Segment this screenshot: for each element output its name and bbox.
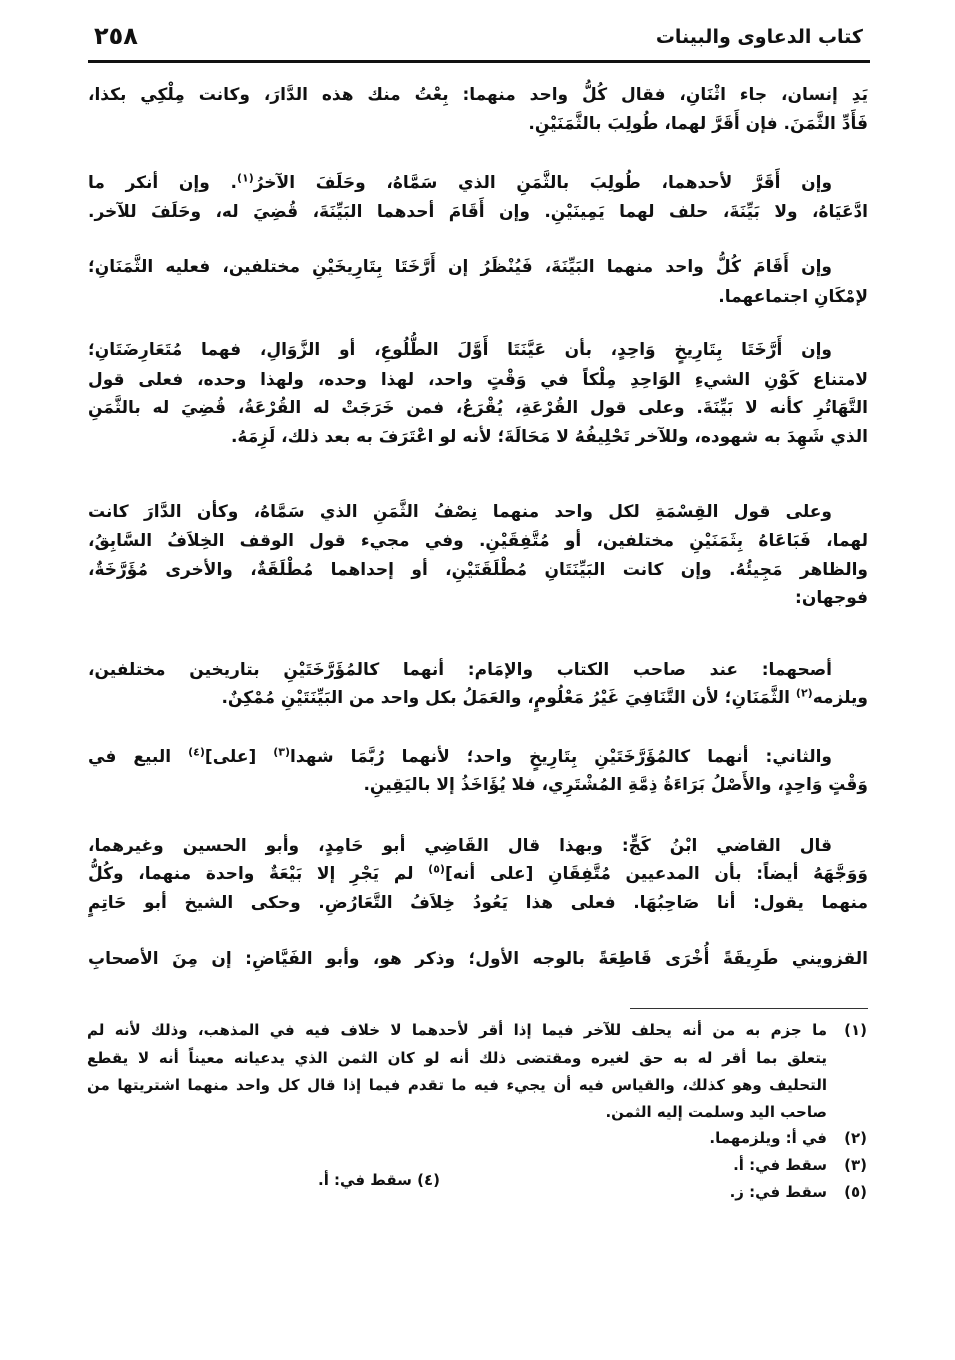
text-line: التَّهَاتُرِ كأنه لا بَيِّنَةَ. وعلى قول القُرْعَةِ، يُقْرَعُ، فمن خَرَجَتْ له القُرْعَةُ، قُضِيَ له بالثَّمَنِ bbox=[88, 398, 868, 418]
text-line bbox=[88, 170, 868, 196]
text-line bbox=[88, 861, 868, 887]
footnote-line: يتعلق بما أقر له به حق لغيره ومقتضى ذلك أنه لو كان الثمن الذي يدعيانه معيناً أنه لا يقطع bbox=[87, 1049, 827, 1067]
footnote-ref[interactable]: (٤) bbox=[188, 745, 205, 759]
footnote-text: في أ: ويلزمهما. bbox=[709, 1129, 827, 1147]
text-segment: أنهما كالمُؤَرَّخَتَيْنِ بِتَارِيخٍ واحد؛ لأنهما رُبَّمَا شهدا bbox=[290, 747, 766, 767]
text-line bbox=[88, 657, 868, 683]
text-line: القزويني طَرِيقَةً أُخْرَى قَاطِعَةً بالوجه الأول؛ وذكر هو، وأبو الفَيَّاضِ: إن مِنَ الأصحابِ bbox=[88, 949, 868, 969]
text-line: والظاهر مَجِيئُهُ. وإن كانت البَيِّنَتَانِ مُطْلَقَتَيْنِ، أو إحداهما مُطْلَقَةٌ، والأخرى مُؤَرَّخَةٌ، bbox=[88, 560, 868, 580]
text-line bbox=[88, 685, 868, 711]
text-line: فَأَدِّ الثَّمَنَ. فإن أَقَرَّ لهما، طُولِبَ بالثَّمَنَيْنِ. bbox=[528, 114, 868, 134]
footnote-line: صاحب اليد وسلمت إليه الثمن. bbox=[605, 1103, 827, 1121]
text-segment: عند صاحب الكتاب والإمَام: أنهما كالمُؤَرَّخَتَيْنِ بتاريخين مختلفين، bbox=[88, 660, 762, 680]
text-line: لامتناع كَوْنِ الشيءِ الوَاحِدِ مِلْكاً في وَقْتٍ واحد، لهذا وحده، ولهذا وحده، فعلى قول bbox=[88, 370, 868, 390]
text-line: ادَّعَيَاهُ، ولا بَيِّنَةَ، حلف لهما يَمِينَيْنِ. وإن أَقَامَ أحدهما البَيِّنَةَ، قُضِيَ له، وحَلَفَ للآخر. bbox=[88, 202, 868, 222]
footnote-4 bbox=[318, 1168, 440, 1192]
section-label: أصحهما: bbox=[761, 660, 832, 680]
footnote-ref[interactable]: (٥) bbox=[428, 862, 445, 876]
page-number: ٢٥٨ bbox=[94, 22, 138, 50]
text-line: وعلى قول القِسْمَةِ لكل واحد منهما نِصْفُ الثَّمَنِ الذي سَمَّاهُ، وكأن الدَّارَ كانت bbox=[88, 502, 832, 522]
text-line: وإن أَرَّخَتَا بِتَارِيخٍ وَاحِدٍ، بأن عَيَّنَتَا أَوَّلَ الطُّلُوعِ، أو الزَّوَالِ، فهما مُتَعَارِضَتَانِ؛ bbox=[88, 340, 832, 360]
text-segment: وإن أَقَرَّ لأحدهما، طُولِبَ بالثَّمَنِ الذي سَمَّاهُ، وحَلَفَ الآخرُ bbox=[253, 173, 833, 193]
section-label: والثاني: bbox=[765, 747, 832, 767]
text-line: الذي شَهِدَ به شهوده، وللآخر تَحْلِيفُهُ لا مَحَالَةَ؛ لأنه لو اعْتَرَفَ به بعد ذلك، لَزِمَهُ. bbox=[230, 427, 868, 447]
footnote-number: (٤) bbox=[417, 1171, 440, 1189]
footnote-number: (٥) bbox=[844, 1183, 867, 1201]
text-segment: وَوَجَّهَهُ أيضاً: بأن المدعيين مُتَّفِقَانِ [على أنه] bbox=[444, 864, 868, 884]
text-segment: الثَّمَنَانِ؛ لأن التَّنَافِيَ غَيْرُ مَعْلُومٍ، والعَمَلُ بكل واحد من البَيِّنَتَيْنِ مُمْكِنٌ. bbox=[221, 688, 796, 708]
text-line: وإن أَقَامَ كُلُّ واحد منهما البَيِّنَةَ، فَيُنْظَرُ إن أَرَّخَتَا بِتَارِيخَيْنِ مختلفين، فعليه الثَّمَنَانِ؛ bbox=[88, 257, 832, 277]
footnote-line: التحليف وهو كذلك، والقياس فيه أن يجيء فيه ما تقدم فيما إذا قال كل واحد منهما اشتريتها من bbox=[87, 1076, 827, 1094]
text-segment: البيع في bbox=[88, 747, 189, 767]
text-line: وَقْتٍ وَاحِدٍ، والأَصْلُ بَرَاءَةُ ذِمَّةِ المُشْتَرِي، فلا يُؤَاخَذُ إلا باليَقِينِ. bbox=[363, 775, 868, 795]
footnote-number: (٣) bbox=[844, 1156, 867, 1174]
footnote-text: سقط في: ز. bbox=[729, 1183, 827, 1201]
footnote-text: سقط في: أ. bbox=[318, 1171, 412, 1189]
text-line: قال القاضي ابْنُ كَجٍّ: وبهذا قال القَاضِي أبو حَامِدٍ، وأبو الحسين وغيرهما، bbox=[88, 836, 832, 856]
footnote-ref[interactable]: (٢) bbox=[795, 686, 813, 700]
footnote-text: سقط في: أ. bbox=[733, 1156, 827, 1174]
footnote-ref[interactable]: (٣) bbox=[273, 745, 291, 759]
footnote-line: ما جزم به من أنه يحلف للآخر فيما إذا أقر لأحدهما لا خلاف فيه في المذهب، وذلك لأنه لم bbox=[87, 1021, 827, 1039]
footnote-number: (١) bbox=[844, 1021, 867, 1039]
text-line bbox=[88, 744, 868, 770]
footnote-number: (٢) bbox=[844, 1129, 867, 1147]
running-header-title: كتاب الدعاوى والبينات bbox=[655, 26, 863, 48]
text-segment: ويلزمه bbox=[812, 688, 868, 708]
text-segment: لم يَجْرِ إلا بَيْعَةٌ واحدة منهما، وكُلُّ bbox=[88, 864, 429, 884]
text-segment: . وإن أنكر ما bbox=[88, 173, 237, 193]
text-line: لإمْكَانِ اجتماعهما. bbox=[718, 287, 868, 307]
header-rule bbox=[88, 60, 870, 63]
text-line: منهما يقول: أنا صَاحِبُهَا. فعلى هذا يَعُودُ خِلاَفُ التَّعَارُضِ. وحكى الشيخ أبو حَاتِمٍ bbox=[88, 893, 868, 913]
text-segment: [على] bbox=[204, 747, 274, 767]
text-line: فوجهان: bbox=[795, 588, 868, 608]
footnote-rule bbox=[630, 1008, 868, 1009]
text-line: لهما، فَبَاعَاهُ بِثَمَنَيْنِ مختلفين، أو مُتَّفِقَيْنِ. وفي مجيء قول الوقف الخِلاَفُ السَّابِقُ، bbox=[88, 531, 868, 551]
text-line: يَدِ إنسان، جاء اثْنَانِ، فقال كُلُّ واحد منهما: بِعْتُ منك هذه الدَّارَ، وكانت مِلْكِي بكذا، bbox=[88, 85, 868, 105]
footnote-ref[interactable]: (١) bbox=[236, 171, 254, 185]
